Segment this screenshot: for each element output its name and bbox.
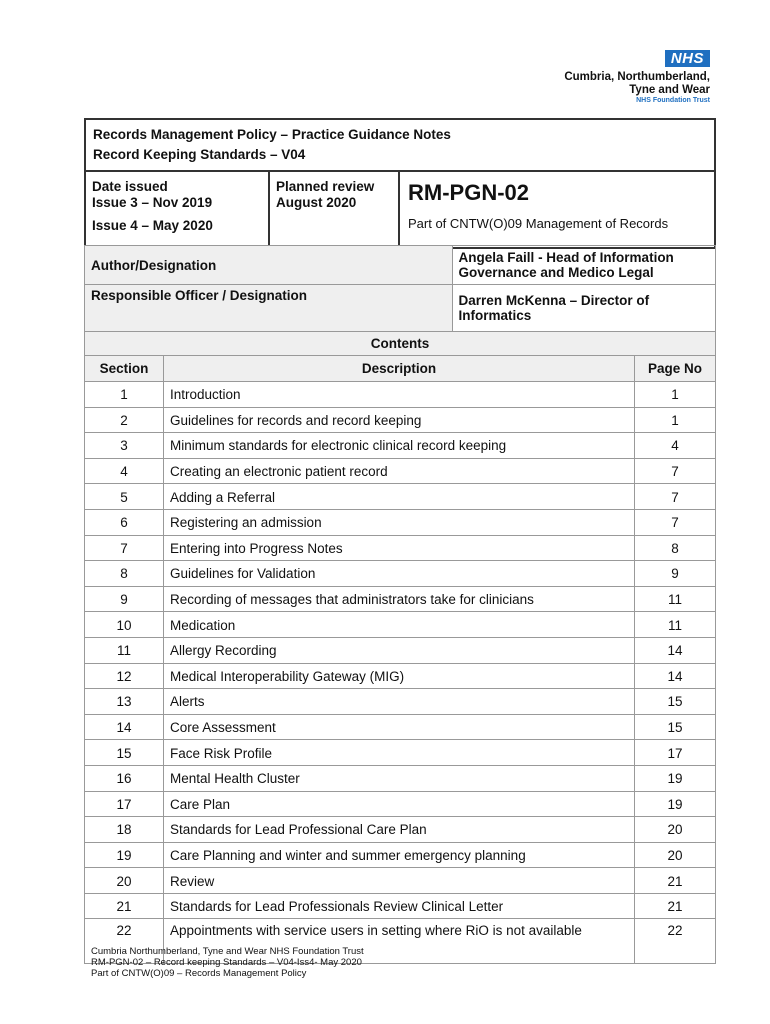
- toc-section: 1: [85, 382, 164, 408]
- author-value: Angela Faill - Head of Information Governance and Medico Legal: [452, 246, 715, 285]
- col-header-description: Description: [164, 356, 635, 382]
- toc-page: 19: [635, 791, 716, 817]
- document-title: Records Management Policy – Practice Guidance Notes: [93, 127, 451, 142]
- toc-description: Medication: [164, 612, 635, 638]
- toc-page: 20: [635, 842, 716, 868]
- toc-page: 17: [635, 740, 716, 766]
- toc-section: 4: [85, 458, 164, 484]
- document-code-cell: [399, 171, 715, 248]
- toc-row: [85, 868, 716, 894]
- toc-description: Face Risk Profile: [164, 740, 635, 766]
- toc-page: 21: [635, 868, 716, 894]
- toc-row: [85, 637, 716, 663]
- contents-table: [84, 245, 716, 964]
- toc-description: Standards for Lead Professional Care Plan: [164, 817, 635, 843]
- toc-description: Guidelines for records and record keeping: [164, 407, 635, 433]
- toc-section: 17: [85, 791, 164, 817]
- document-header-table: [84, 118, 716, 249]
- toc-section: 21: [85, 893, 164, 919]
- toc-row: [85, 689, 716, 715]
- toc-section: 5: [85, 484, 164, 510]
- toc-description: Medical Interoperability Gateway (MIG): [164, 663, 635, 689]
- toc-page: 15: [635, 689, 716, 715]
- toc-section: 16: [85, 765, 164, 791]
- footer-line-3: Part of CNTW(O)09 – Records Management Policy: [91, 968, 307, 979]
- officer-label: Responsible Officer / Designation: [85, 285, 453, 332]
- document-subtitle: Record Keeping Standards – V04: [93, 147, 306, 162]
- document-part-of: Part of CNTW(O)09 Management of Records: [408, 216, 669, 231]
- toc-row: [85, 433, 716, 459]
- toc-description: Minimum standards for electronic clinical record keeping: [164, 433, 635, 459]
- toc-section: 6: [85, 509, 164, 535]
- org-name-line3: NHS Foundation Trust: [636, 97, 710, 104]
- issue-3: Issue 3 – Nov 2019: [92, 195, 213, 210]
- toc-page: 15: [635, 714, 716, 740]
- toc-description: Appointments with service users in setting where RiO is not available: [164, 919, 635, 964]
- toc-description: Core Assessment: [164, 714, 635, 740]
- planned-review-cell: [269, 171, 399, 248]
- toc-row: [85, 893, 716, 919]
- toc-section: 2: [85, 407, 164, 433]
- toc-description: Review: [164, 868, 635, 894]
- toc-page: 4: [635, 433, 716, 459]
- toc-page: 9: [635, 561, 716, 587]
- toc-page: 22: [635, 919, 716, 964]
- page-footer: [91, 946, 364, 979]
- toc-description: Creating an electronic patient record: [164, 458, 635, 484]
- document-code: RM-PGN-02: [408, 180, 530, 205]
- officer-value: Darren McKenna – Director of Informatics: [452, 285, 715, 332]
- col-header-section: Section: [85, 356, 164, 382]
- toc-page: 7: [635, 509, 716, 535]
- toc-page: 21: [635, 893, 716, 919]
- nhs-logo-mark: NHS: [665, 50, 710, 67]
- toc-description: Registering an admission: [164, 509, 635, 535]
- issue-4: Issue 4 – May 2020: [92, 218, 213, 233]
- toc-page: 14: [635, 663, 716, 689]
- toc-row: [85, 484, 716, 510]
- toc-description: Introduction: [164, 382, 635, 408]
- toc-section: 19: [85, 842, 164, 868]
- toc-section: 18: [85, 817, 164, 843]
- toc-page: 19: [635, 765, 716, 791]
- toc-section: 7: [85, 535, 164, 561]
- toc-page: 7: [635, 458, 716, 484]
- toc-section: 12: [85, 663, 164, 689]
- toc-section: 13: [85, 689, 164, 715]
- org-name-line2: Tyne and Wear: [629, 84, 710, 96]
- toc-description: Guidelines for Validation: [164, 561, 635, 587]
- toc-page: 7: [635, 484, 716, 510]
- toc-description: Standards for Lead Professionals Review Clinical Letter: [164, 893, 635, 919]
- author-label: Author/Designation: [85, 246, 453, 285]
- toc-row: [85, 382, 716, 408]
- org-name-line1: Cumbria, Northumberland,: [564, 71, 710, 83]
- toc-row: [85, 407, 716, 433]
- planned-review-date: August 2020: [276, 195, 357, 210]
- toc-description: Recording of messages that administrators take for clinicians: [164, 586, 635, 612]
- toc-row: [85, 509, 716, 535]
- toc-row: [85, 561, 716, 587]
- toc-section: 10: [85, 612, 164, 638]
- footer-line-1: Cumbria Northumberland, Tyne and Wear NHS Foundation Trust: [91, 946, 364, 957]
- toc-section: 20: [85, 868, 164, 894]
- toc-description: Allergy Recording: [164, 637, 635, 663]
- toc-page: 8: [635, 535, 716, 561]
- toc-row: [85, 817, 716, 843]
- toc-section: 8: [85, 561, 164, 587]
- toc-description: Care Plan: [164, 791, 635, 817]
- toc-row: [85, 740, 716, 766]
- toc-row: [85, 765, 716, 791]
- planned-review-label: Planned review: [276, 179, 375, 194]
- toc-row: [85, 535, 716, 561]
- toc-page: 1: [635, 382, 716, 408]
- toc-row: [85, 663, 716, 689]
- toc-section: 9: [85, 586, 164, 612]
- col-header-page: Page No: [635, 356, 716, 382]
- toc-page: 14: [635, 637, 716, 663]
- date-issued-label: Date issued: [92, 179, 168, 194]
- nhs-logo: [564, 50, 710, 104]
- toc-section: 15: [85, 740, 164, 766]
- document-title-cell: [85, 119, 715, 171]
- toc-page: 20: [635, 817, 716, 843]
- footer-line-2: RM-PGN-02 – Record keeping Standards – V04-Iss4- May 2020: [91, 957, 362, 968]
- date-issued-cell: [85, 171, 269, 248]
- toc-page: 11: [635, 612, 716, 638]
- toc-row: [85, 612, 716, 638]
- toc-row: [85, 714, 716, 740]
- toc-section: 22: [85, 919, 164, 964]
- toc-page: 1: [635, 407, 716, 433]
- toc-description: Alerts: [164, 689, 635, 715]
- toc-description: Mental Health Cluster: [164, 765, 635, 791]
- toc-page: 11: [635, 586, 716, 612]
- toc-section: 11: [85, 637, 164, 663]
- toc-row: [85, 842, 716, 868]
- toc-section: 3: [85, 433, 164, 459]
- toc-row: [85, 458, 716, 484]
- toc-description: Care Planning and winter and summer emergency planning: [164, 842, 635, 868]
- toc-row: [85, 791, 716, 817]
- toc-section: 14: [85, 714, 164, 740]
- toc-description: Adding a Referral: [164, 484, 635, 510]
- toc-description: Entering into Progress Notes: [164, 535, 635, 561]
- toc-row: [85, 586, 716, 612]
- contents-title: Contents: [85, 332, 716, 356]
